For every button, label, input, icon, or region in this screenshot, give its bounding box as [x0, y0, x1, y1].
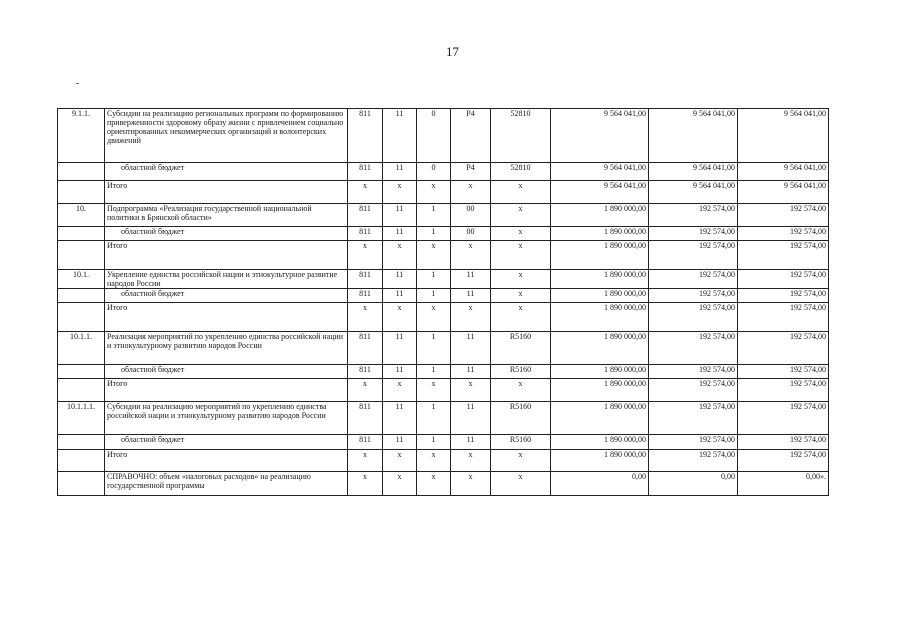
code-4-cell: x — [451, 181, 491, 204]
table-row — [58, 303, 829, 332]
code-3-cell: x — [417, 472, 451, 496]
amount-3-cell: 192 574,00 — [738, 365, 829, 379]
code-1-cell: x — [348, 379, 383, 402]
amount-2-cell: 192 574,00 — [649, 379, 738, 402]
code-2-cell: x — [383, 379, 417, 402]
table-row — [58, 402, 829, 435]
amount-1-cell: 1 890 000,00 — [551, 332, 649, 365]
code-2-cell: 11 — [383, 109, 417, 163]
row-name-cell: областной бюджет — [105, 289, 348, 303]
row-number-cell: 10.1. — [58, 270, 105, 289]
code-3-cell: 1 — [417, 289, 451, 303]
row-name-cell: Итого — [105, 303, 348, 332]
row-number-cell — [58, 472, 105, 496]
code-5-cell: R5160 — [491, 435, 551, 450]
amount-3-cell: 192 574,00 — [738, 289, 829, 303]
table-row — [58, 365, 829, 379]
code-5-cell: x — [491, 270, 551, 289]
code-1-cell: x — [348, 472, 383, 496]
table-row — [58, 435, 829, 450]
amount-3-cell: 9 564 041,00 — [738, 163, 829, 181]
row-name-cell: Итого — [105, 450, 348, 472]
code-4-cell: x — [451, 241, 491, 270]
amount-1-cell: 1 890 000,00 — [551, 204, 649, 227]
table-row — [58, 204, 829, 227]
amount-2-cell: 192 574,00 — [649, 270, 738, 289]
code-1-cell: x — [348, 241, 383, 270]
code-4-cell: 11 — [451, 402, 491, 435]
row-number-cell — [58, 365, 105, 379]
row-number-cell — [58, 379, 105, 402]
code-1-cell: 811 — [348, 270, 383, 289]
amount-1-cell: 9 564 041,00 — [551, 181, 649, 204]
code-1-cell: x — [348, 181, 383, 204]
code-3-cell: 1 — [417, 435, 451, 450]
code-1-cell: 811 — [348, 289, 383, 303]
code-5-cell: R5160 — [491, 365, 551, 379]
row-name-cell: областной бюджет — [105, 227, 348, 241]
code-5-cell: R5160 — [491, 402, 551, 435]
amount-1-cell: 0,00 — [551, 472, 649, 496]
code-3-cell: 1 — [417, 332, 451, 365]
row-name-cell: СПРАВОЧНО: объем «налоговых расходов» на реализацию государственной программы — [105, 472, 348, 496]
row-number-cell — [58, 163, 105, 181]
amount-3-cell: 192 574,00 — [738, 270, 829, 289]
code-2-cell: 11 — [383, 435, 417, 450]
row-name-cell: Субсидии на реализацию региональных программ по формированию приверженности здоровому образу жизни с привлечением социально ориентированных некоммерческих организаций и волонтерских движений — [105, 109, 348, 163]
code-5-cell: x — [491, 472, 551, 496]
amount-3-cell: 192 574,00 — [738, 332, 829, 365]
code-3-cell: 1 — [417, 270, 451, 289]
row-name-cell: областной бюджет — [105, 163, 348, 181]
amount-1-cell: 1 890 000,00 — [551, 365, 649, 379]
amount-2-cell: 192 574,00 — [649, 289, 738, 303]
code-2-cell: 11 — [383, 332, 417, 365]
row-number-cell: 10.1.1.1. — [58, 402, 105, 435]
code-4-cell: P4 — [451, 109, 491, 163]
table-row — [58, 472, 829, 496]
amount-3-cell: 192 574,00 — [738, 227, 829, 241]
code-4-cell: x — [451, 379, 491, 402]
code-3-cell: 0 — [417, 109, 451, 163]
code-5-cell: x — [491, 227, 551, 241]
code-2-cell: x — [383, 450, 417, 472]
code-1-cell: 811 — [348, 109, 383, 163]
code-5-cell: R5160 — [491, 332, 551, 365]
code-5-cell: 52810 — [491, 109, 551, 163]
code-2-cell: 11 — [383, 402, 417, 435]
row-number-cell — [58, 303, 105, 332]
amount-2-cell: 192 574,00 — [649, 435, 738, 450]
code-3-cell: 1 — [417, 402, 451, 435]
amount-3-cell: 192 574,00 — [738, 402, 829, 435]
code-2-cell: x — [383, 472, 417, 496]
code-1-cell: 811 — [348, 365, 383, 379]
code-4-cell: 11 — [451, 289, 491, 303]
amount-3-cell: 192 574,00 — [738, 204, 829, 227]
code-1-cell: 811 — [348, 163, 383, 181]
page-number: 17 — [446, 44, 459, 59]
table-row — [58, 181, 829, 204]
table-row — [58, 332, 829, 365]
amount-3-cell: 9 564 041,00 — [738, 181, 829, 204]
row-number-cell — [58, 227, 105, 241]
amount-1-cell: 1 890 000,00 — [551, 270, 649, 289]
code-2-cell: 11 — [383, 227, 417, 241]
amount-3-cell: 192 574,00 — [738, 450, 829, 472]
row-number-cell — [58, 450, 105, 472]
code-3-cell: x — [417, 181, 451, 204]
amount-2-cell: 0,00 — [649, 472, 738, 496]
row-number-cell: 10.1.1. — [58, 332, 105, 365]
amount-2-cell: 9 564 041,00 — [649, 163, 738, 181]
table-row — [58, 379, 829, 402]
code-2-cell: 11 — [383, 365, 417, 379]
code-4-cell: x — [451, 472, 491, 496]
code-3-cell: 1 — [417, 204, 451, 227]
amount-2-cell: 192 574,00 — [649, 402, 738, 435]
code-5-cell: x — [491, 450, 551, 472]
code-2-cell: 11 — [383, 204, 417, 227]
amount-2-cell: 192 574,00 — [649, 365, 738, 379]
row-name-cell: Укрепление единства российской нации и этнокультурное развитие народов России — [105, 270, 348, 289]
amount-1-cell: 1 890 000,00 — [551, 303, 649, 332]
code-3-cell: x — [417, 450, 451, 472]
row-name-cell: областной бюджет — [105, 435, 348, 450]
table-row — [58, 241, 829, 270]
code-4-cell: x — [451, 303, 491, 332]
code-1-cell: 811 — [348, 204, 383, 227]
code-5-cell: x — [491, 241, 551, 270]
amount-2-cell: 192 574,00 — [649, 303, 738, 332]
code-2-cell: 11 — [383, 163, 417, 181]
code-1-cell: x — [348, 303, 383, 332]
code-4-cell: x — [451, 450, 491, 472]
row-number-cell — [58, 181, 105, 204]
code-2-cell: x — [383, 303, 417, 332]
amount-1-cell: 1 890 000,00 — [551, 402, 649, 435]
amount-1-cell: 1 890 000,00 — [551, 435, 649, 450]
table-row — [58, 163, 829, 181]
table-row — [58, 109, 829, 163]
row-number-cell — [58, 241, 105, 270]
row-name-cell: Подпрограмма «Реализация государственной национальной политики в Брянской области» — [105, 204, 348, 227]
amount-2-cell: 192 574,00 — [649, 241, 738, 270]
row-number-cell: 10. — [58, 204, 105, 227]
amount-1-cell: 1 890 000,00 — [551, 241, 649, 270]
amount-2-cell: 192 574,00 — [649, 332, 738, 365]
code-3-cell: 1 — [417, 365, 451, 379]
amount-2-cell: 192 574,00 — [649, 450, 738, 472]
code-5-cell: x — [491, 181, 551, 204]
table-row — [58, 450, 829, 472]
code-3-cell: x — [417, 241, 451, 270]
row-name-cell: областной бюджет — [105, 365, 348, 379]
code-1-cell: 811 — [348, 227, 383, 241]
code-5-cell: 52810 — [491, 163, 551, 181]
amount-3-cell: 192 574,00 — [738, 241, 829, 270]
code-3-cell: 0 — [417, 163, 451, 181]
code-5-cell: x — [491, 303, 551, 332]
amount-2-cell: 192 574,00 — [649, 227, 738, 241]
code-5-cell: x — [491, 204, 551, 227]
row-number-cell — [58, 289, 105, 303]
code-1-cell: x — [348, 450, 383, 472]
amount-2-cell: 9 564 041,00 — [649, 109, 738, 163]
table-row — [58, 270, 829, 289]
amount-3-cell: 192 574,00 — [738, 303, 829, 332]
code-4-cell: P4 — [451, 163, 491, 181]
amount-2-cell: 9 564 041,00 — [649, 181, 738, 204]
amount-3-cell: 192 574,00 — [738, 435, 829, 450]
code-2-cell: 11 — [383, 270, 417, 289]
table-row — [58, 227, 829, 241]
code-2-cell: x — [383, 181, 417, 204]
amount-1-cell: 1 890 000,00 — [551, 379, 649, 402]
row-number-cell — [58, 435, 105, 450]
code-1-cell: 811 — [348, 332, 383, 365]
amount-2-cell: 192 574,00 — [649, 204, 738, 227]
budget-table — [57, 108, 829, 496]
code-4-cell: 00 — [451, 204, 491, 227]
amount-1-cell: 9 564 041,00 — [551, 109, 649, 163]
code-2-cell: x — [383, 241, 417, 270]
row-name-cell: Итого — [105, 379, 348, 402]
code-4-cell: 11 — [451, 270, 491, 289]
amount-1-cell: 9 564 041,00 — [551, 163, 649, 181]
code-3-cell: x — [417, 303, 451, 332]
code-1-cell: 811 — [348, 435, 383, 450]
row-name-cell: Реализация мероприятий по укреплению единства российской нации и этнокультурному развитию народов России — [105, 332, 348, 365]
code-1-cell: 811 — [348, 402, 383, 435]
code-3-cell: x — [417, 379, 451, 402]
code-4-cell: 11 — [451, 332, 491, 365]
code-4-cell: 11 — [451, 435, 491, 450]
amount-3-cell: 9 564 041,00 — [738, 109, 829, 163]
amount-3-cell: 192 574,00 — [738, 379, 829, 402]
code-3-cell: 1 — [417, 227, 451, 241]
code-4-cell: 00 — [451, 227, 491, 241]
row-name-cell: Субсидии на реализацию мероприятий по укреплению единства российской нации и этнокультурному развитию народов России — [105, 402, 348, 435]
row-number-cell: 9.1.1. — [58, 109, 105, 163]
code-5-cell: x — [491, 289, 551, 303]
row-name-cell: Итого — [105, 241, 348, 270]
code-5-cell: x — [491, 379, 551, 402]
amount-1-cell: 1 890 000,00 — [551, 289, 649, 303]
scan-mark — [76, 83, 79, 84]
amount-1-cell: 1 890 000,00 — [551, 450, 649, 472]
code-2-cell: 11 — [383, 289, 417, 303]
code-4-cell: 11 — [451, 365, 491, 379]
amount-3-cell: 0,00». — [738, 472, 829, 496]
row-name-cell: Итого — [105, 181, 348, 204]
amount-1-cell: 1 890 000,00 — [551, 227, 649, 241]
table-row — [58, 289, 829, 303]
